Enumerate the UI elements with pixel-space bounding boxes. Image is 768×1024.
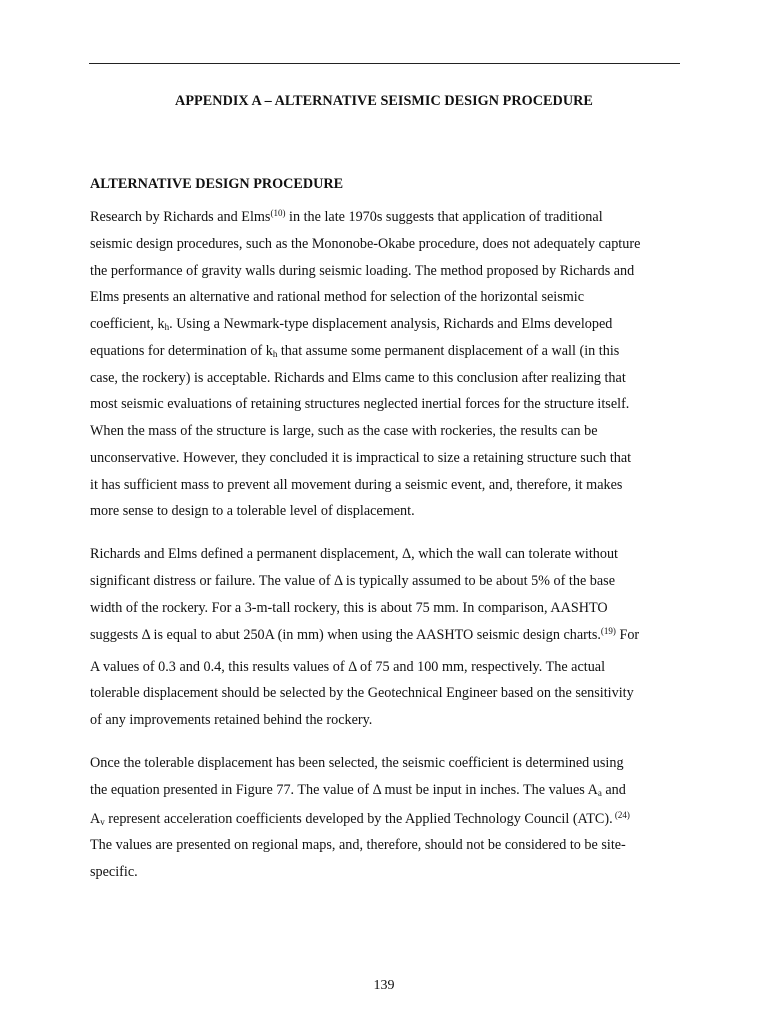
paragraph-line: seismic design procedures, such as the Mononobe-Okabe procedure, does not adequately capture [90,236,641,252]
paragraph-line: Once the tolerable displacement has been selected, the seismic coefficient is determined using [90,755,624,771]
subscript: h [272,349,278,359]
citation-reference: (19) [600,626,616,636]
page-title: APPENDIX A – ALTERNATIVE SEISMIC DESIGN PROCEDURE [175,93,593,109]
paragraph-line: The values are presented on regional maps, and, therefore, should not be considered to be site- [90,837,626,853]
paragraph-line [90,342,619,360]
paragraph-line: significant distress or failure. The value of Δ is typically assumed to be about 5% of the base [90,573,615,589]
citation-reference: (10) [270,208,286,218]
paragraph-line [90,315,612,333]
paragraph-line: tolerable displacement should be selected by the Geotechnical Engineer based on the sensitivity [90,685,634,701]
paragraph-line: more sense to design to a tolerable level of displacement. [90,503,415,519]
paragraph-line: most seismic evaluations of retaining structures neglected inertial forces for the structure itself. [90,396,630,412]
paragraph-line: unconservative. However, they concluded it is impractical to size a retaining structure such that [90,450,632,466]
text-run: in the late 1970s suggests that application of traditional [285,209,603,225]
text-run: Research by Richards and Elms [90,209,271,225]
section-heading: ALTERNATIVE DESIGN PROCEDURE [90,176,344,192]
text-run: the equation presented in Figure 77. The value of Δ must be input in inches. The values A [90,782,598,798]
subscript: h [164,322,170,332]
subscript: v [100,817,105,827]
paragraph-line: When the mass of the structure is large, such as the case with rockeries, the results can be [90,423,598,439]
page-number: 139 [373,978,395,993]
paragraph-line [90,781,626,799]
paragraph-line: Elms presents an alternative and rational method for selection of the horizontal seismic [90,289,585,305]
text-run: that assume some permanent displacement of a wall (in this [277,343,620,359]
paragraph-line [90,626,639,644]
paragraph-line: the performance of gravity walls during seismic loading. The method proposed by Richards and [90,263,635,279]
paragraph-line: width of the rockery. For a 3-m-tall rockery, this is about 75 mm. In comparison, AASHTO [90,600,608,616]
paragraph-line [90,208,603,226]
citation-reference: (24) [612,810,630,820]
paragraph-line: of any improvements retained behind the rockery. [90,712,373,728]
subscript: a [597,788,602,798]
paragraph-line: Richards and Elms defined a permanent displacement, Δ, which the wall can tolerate without [90,546,618,562]
text-run: represent acceleration coefficients developed by the Applied Technology Council (ATC). [104,811,613,827]
paragraph-line: specific. [90,864,138,880]
paragraph-line: A values of 0.3 and 0.4, this results values of Δ of 75 and 100 mm, respectively. The actual [90,659,606,675]
text-run: For [615,627,640,643]
paragraph-line: it has sufficient mass to prevent all movement during a seismic event, and, therefore, it makes [90,477,623,493]
text-run: . Using a Newmark-type displacement analysis, Richards and Elms developed [169,316,613,332]
header-rule [89,63,680,64]
text-run: suggests Δ is equal to abut 250A (in mm) when using the AASHTO seismic design charts. [90,627,601,643]
paragraph-line [90,810,630,828]
text-run: equations for determination of k [90,343,273,359]
text-run: coefficient, k [90,316,165,332]
text-run: and [601,782,626,798]
paragraph-line: case, the rockery) is acceptable. Richards and Elms came to this conclusion after realizing that [90,370,626,386]
text-run: A [90,811,101,827]
